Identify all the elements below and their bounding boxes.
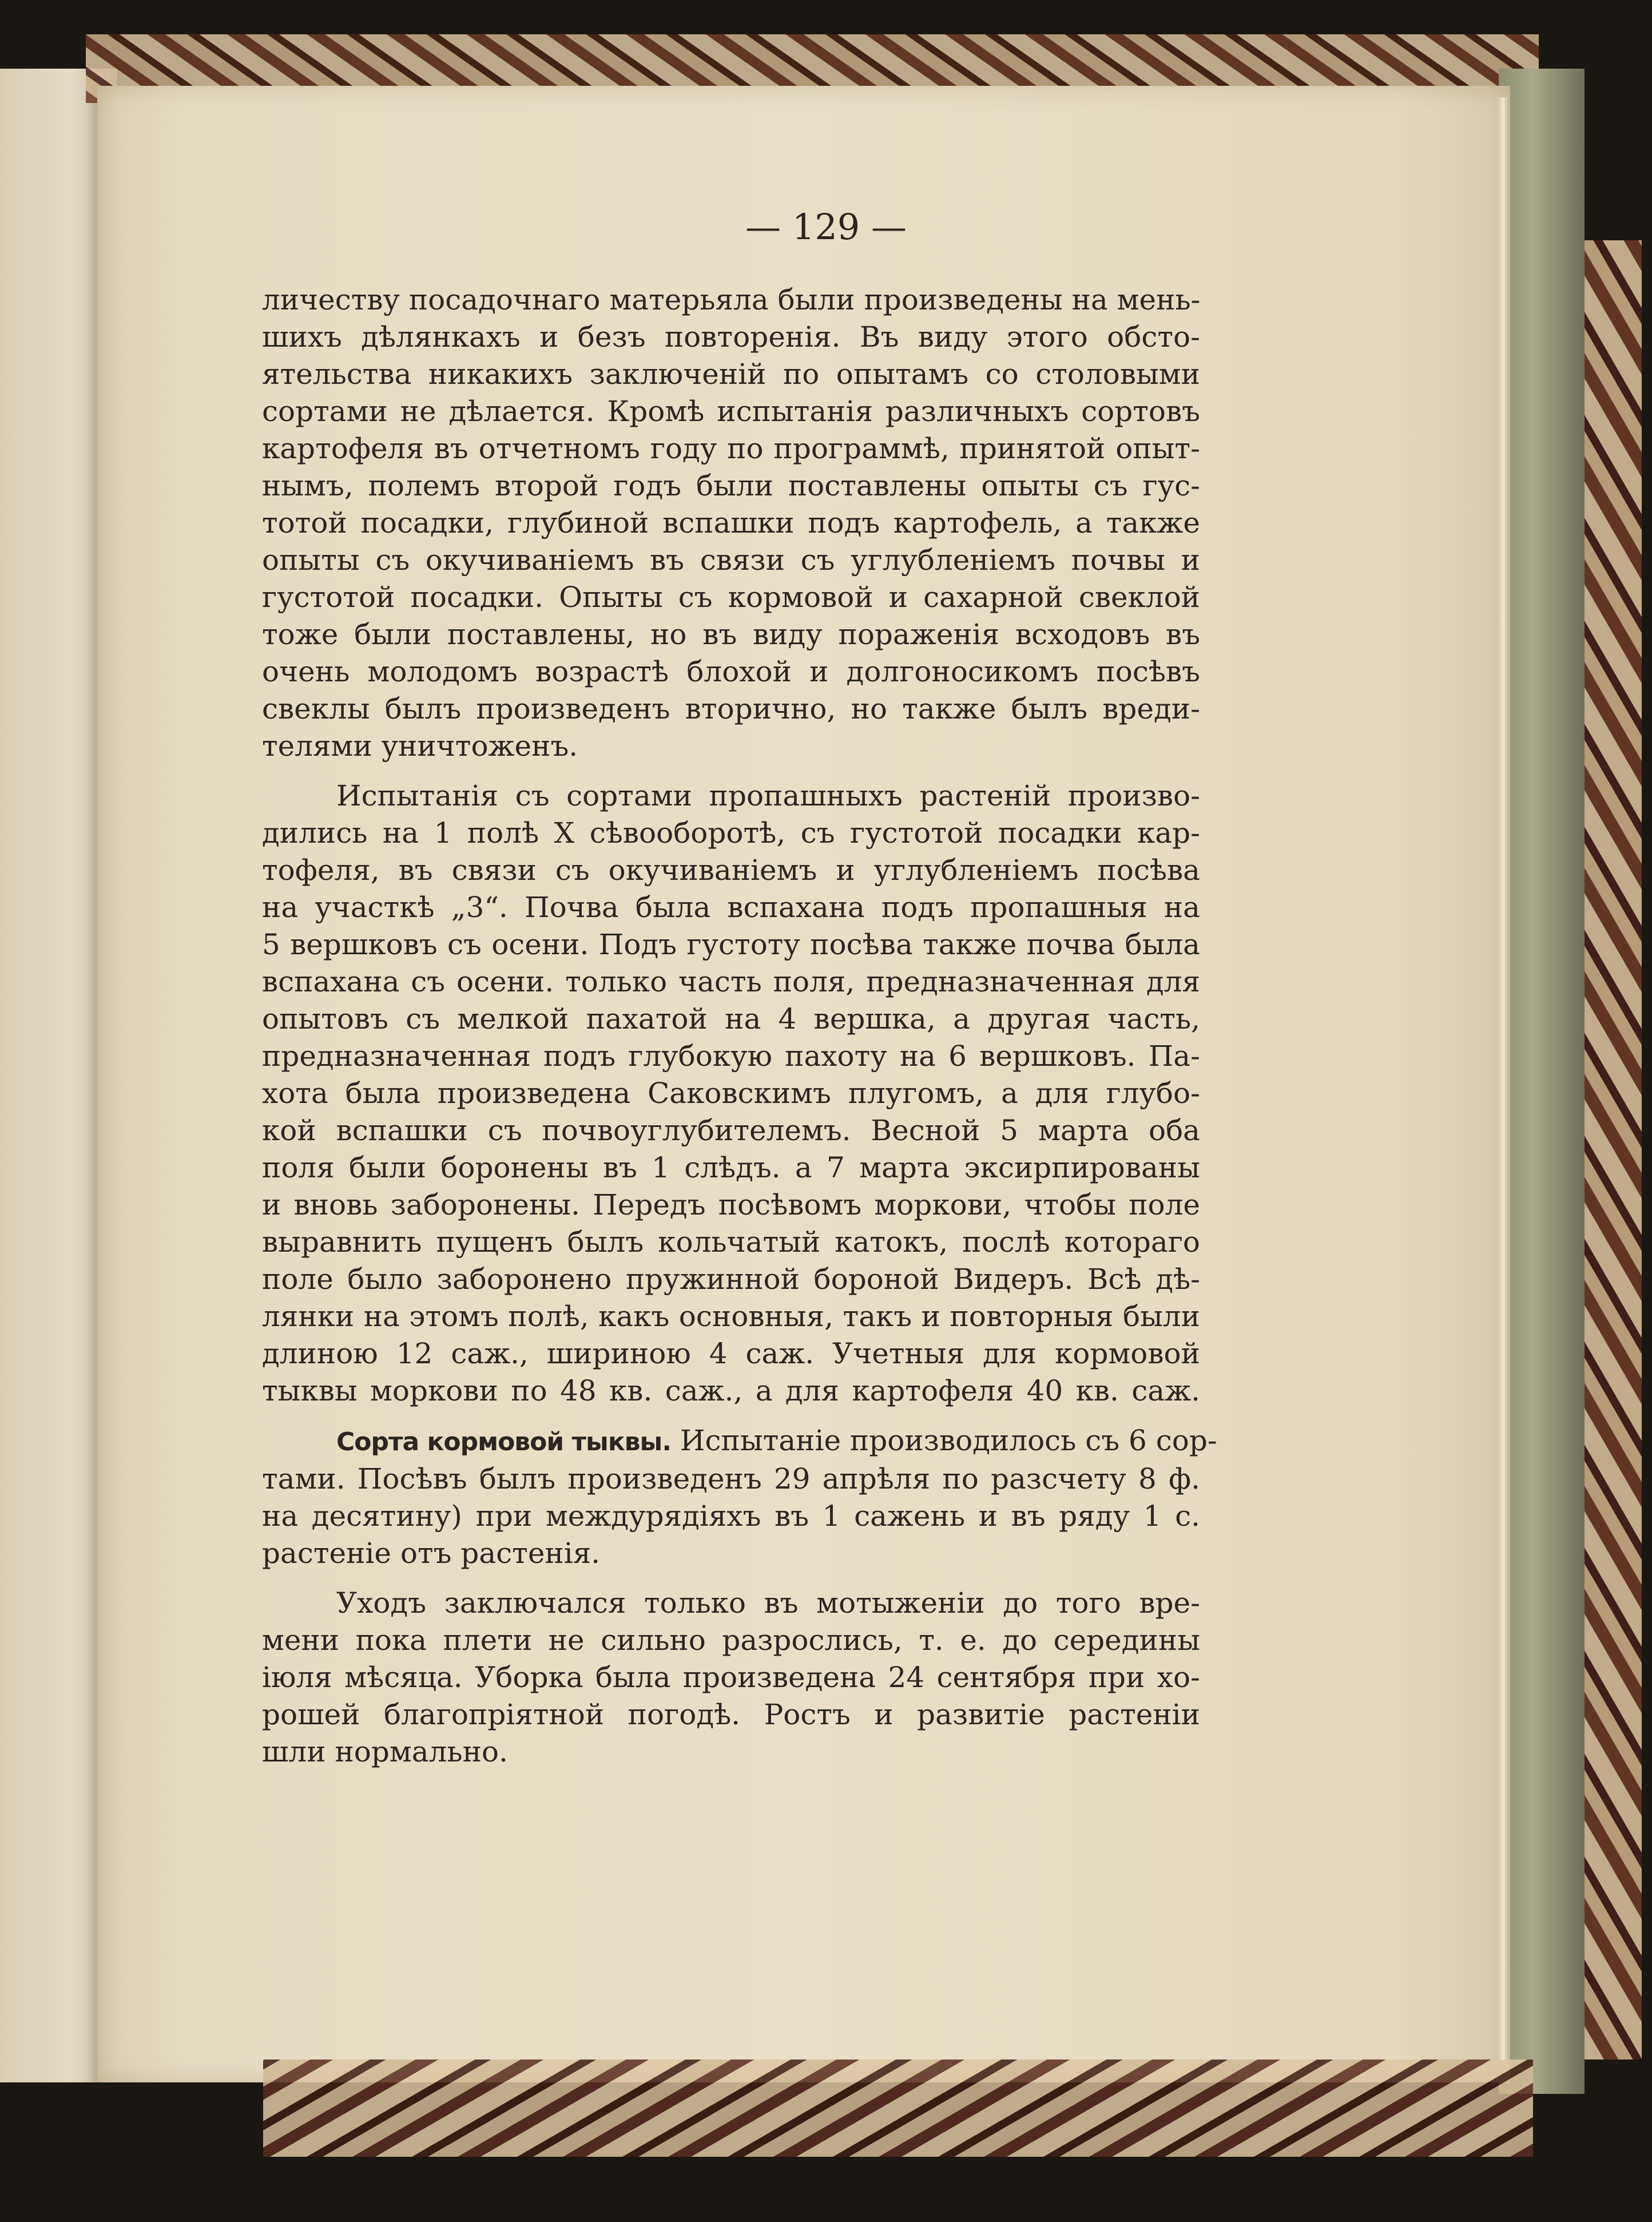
text-line: выравнить пущенъ былъ кольчатый катокъ, послѣ котораго bbox=[262, 1225, 1200, 1259]
text-line: Уходъ заключался только въ мотыженіи до того вре- bbox=[336, 1586, 1200, 1620]
section-heading: Сорта кормовой тыквы. bbox=[336, 1427, 672, 1457]
text-line: длиною 12 саж., шириною 4 саж. Учетныя для кормовой bbox=[262, 1337, 1200, 1370]
text-line: тофеля, въ связи съ окучиваніемъ и углубленіемъ посѣва bbox=[262, 854, 1200, 887]
text-line: телями уничтоженъ. bbox=[262, 729, 578, 763]
cover-cloth-edge bbox=[1499, 69, 1585, 2094]
text-line: шли нормально. bbox=[262, 1735, 508, 1768]
text-line: ятельства никакихъ заключеній по опытамъ со столовыми bbox=[262, 358, 1200, 391]
text-line: тыквы моркови по 48 кв. саж., а для картофеля 40 кв. саж. bbox=[262, 1374, 1200, 1407]
marbled-cover-bottom bbox=[263, 2060, 1533, 2157]
text-line: тоже были поставлены, но въ виду пораженія всходовъ въ bbox=[262, 618, 1200, 651]
paragraph-3 bbox=[262, 1422, 1217, 1572]
page-edge bbox=[1498, 97, 1509, 2065]
text-line: нымъ, полемъ второй годъ были поставлены опыты съ гус- bbox=[262, 469, 1200, 502]
text-line: опытовъ съ мелкой пахатой на 4 вершка, а другая часть, bbox=[262, 1002, 1200, 1035]
text-line: тотой посадки, глубиной вспашки подъ картофель, а также bbox=[262, 506, 1200, 539]
paragraph-1 bbox=[262, 281, 1200, 765]
body-text bbox=[262, 281, 1217, 1771]
text-line: густотой посадки. Опыты съ кормовой и сахарной свеклой bbox=[262, 581, 1200, 614]
text-line: 5 вершковъ съ осени. Подъ густоту посѣва также почва была bbox=[262, 928, 1200, 961]
paragraph-4 bbox=[262, 1585, 1200, 1771]
paragraph-2 bbox=[262, 777, 1200, 1410]
text-line: лянки на этомъ полѣ, какъ основныя, такъ и повторныя были bbox=[262, 1300, 1200, 1333]
text-fragment: Испытаніе производилось съ 6 сор- bbox=[671, 1424, 1217, 1457]
text-line: Испытанія съ сортами пропашныхъ растеній произво- bbox=[336, 779, 1200, 812]
text-line: поля были боронены въ 1 слѣдъ. а 7 марта эксирпированы bbox=[262, 1151, 1200, 1184]
text-line: кой вспашки съ почвоуглубителемъ. Весной 5 марта оба bbox=[262, 1114, 1200, 1147]
text-line: опыты съ окучиваніемъ въ связи съ углубленіемъ почвы и bbox=[262, 543, 1200, 577]
text-line: предназначенная подъ глубокую пахоту на 6 вершковъ. Па- bbox=[262, 1039, 1200, 1073]
page-number: — 129 — bbox=[745, 206, 907, 248]
text-line: на участкѣ „3“. Почва была вспахана подъ пропашныя на bbox=[262, 891, 1200, 924]
text-line: мени пока плети не сильно разрослись, т. е. до середины bbox=[262, 1624, 1200, 1657]
text-line: личеству посадочнаго матерьяла были произведены на мень- bbox=[262, 283, 1201, 316]
text-line: растеніе отъ растенія. bbox=[262, 1537, 601, 1570]
text-line: очень молодомъ возрастѣ блохой и долгоносикомъ посѣвъ bbox=[262, 655, 1200, 688]
text-line: и вновь заборонены. Передъ посѣвомъ моркови, чтобы поле bbox=[262, 1188, 1200, 1221]
text-line: хота была произведена Саковскимъ плугомъ, а для глубо- bbox=[262, 1077, 1200, 1110]
text-line: поле было заборонено пружинной бороной Видеръ. Всѣ дѣ- bbox=[262, 1263, 1200, 1296]
text-line: дились на 1 полѣ X сѣвооборотѣ, съ густотой посадки кар- bbox=[262, 816, 1200, 850]
text-line: свеклы былъ произведенъ вторично, но также былъ вреди- bbox=[262, 692, 1200, 725]
text-line: іюля мѣсяца. Уборка была произведена 24 сентября при хо- bbox=[262, 1661, 1200, 1694]
text-line: тами. Посѣвъ былъ произведенъ 29 апрѣля по разсчету 8 ф. bbox=[262, 1462, 1200, 1495]
text-line: на десятину) при междурядіяхъ въ 1 сажень и въ ряду 1 с. bbox=[262, 1499, 1200, 1533]
text-line: картофеля въ отчетномъ году по программѣ, принятой опыт- bbox=[262, 432, 1200, 465]
text-line bbox=[262, 1422, 1217, 1461]
text-line: рошей благопріятной погодѣ. Ростъ и развитіе растеніи bbox=[262, 1698, 1200, 1731]
text-line: сортами не дѣлается. Кромѣ испытанія различныхъ сортовъ bbox=[262, 395, 1200, 428]
text-line: вспахана съ осени. только часть поля, предназначенная для bbox=[262, 965, 1200, 998]
text-line: шихъ дѣлянкахъ и безъ повторенія. Въ виду этого обсто- bbox=[262, 320, 1200, 354]
